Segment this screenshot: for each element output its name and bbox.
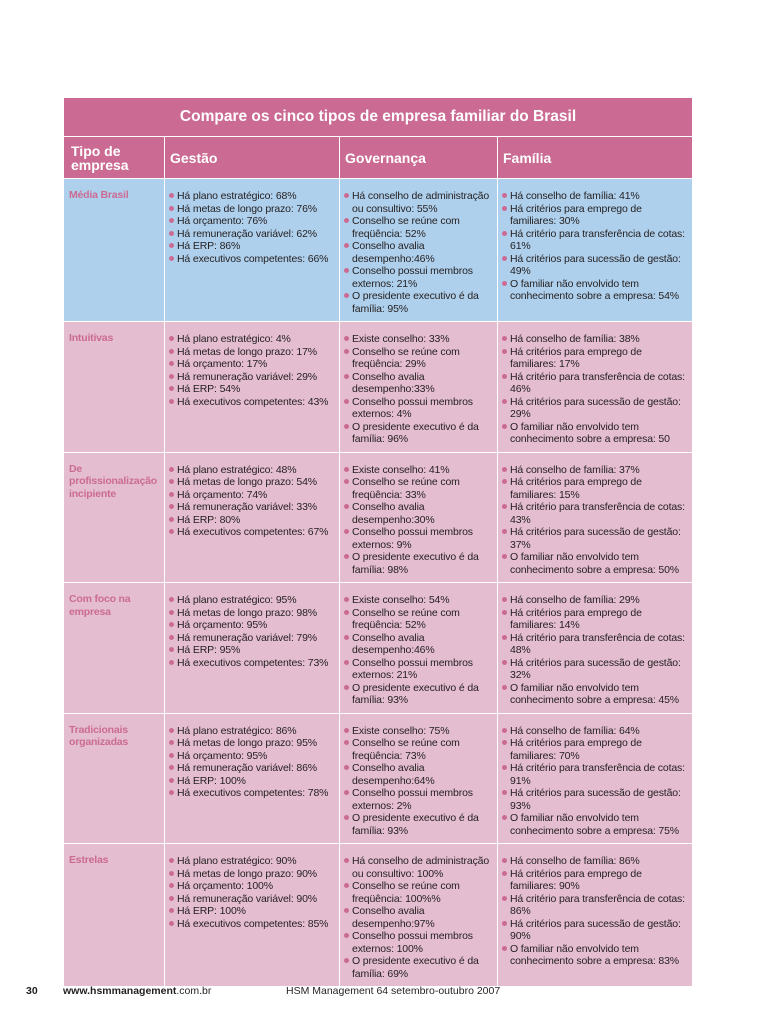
list-item: Há remuneração variável: 29% (168, 371, 337, 384)
list-item: Há conselho de família: 38% (501, 333, 690, 346)
list-item: O presidente executivo é da família: 93% (343, 682, 495, 707)
list-item: Há critérios para emprego de familiares: 70% (501, 737, 690, 762)
list-item: Há critério para transferência de cotas: 46% (501, 371, 690, 396)
cell-familia (498, 322, 693, 453)
list-item: Existe conselho: 75% (343, 725, 495, 738)
list-item: Há metas de longo prazo: 95% (168, 737, 337, 750)
list-item: Há critérios para emprego de familiares: 90% (501, 868, 690, 893)
row-type-label: De profissionalização incipiente (64, 452, 165, 583)
list-item: O familiar não envolvido tem conhecimento sobre a empresa: 45% (501, 682, 690, 707)
list-item: Conselho se reúne com freqüência: 52% (343, 607, 495, 632)
list-item: Há conselho de família: 86% (501, 855, 690, 868)
cell-governanca (340, 179, 498, 322)
list-item: O presidente executivo é da família: 95% (343, 290, 495, 315)
list-item: Existe conselho: 33% (343, 333, 495, 346)
list-item: Há critérios para emprego de familiares: 17% (501, 346, 690, 371)
list-item: Há metas de longo prazo: 17% (168, 346, 337, 359)
list-item: O familiar não envolvido tem conhecimento sobre a empresa: 54% (501, 278, 690, 303)
list-item: Há conselho de administração ou consultivo: 100% (343, 855, 495, 880)
header-tipo-line1: Tipo de (71, 142, 121, 159)
cell-familia (498, 179, 693, 322)
header-gestao: Gestão (165, 137, 340, 179)
list-item: Há remuneração variável: 79% (168, 632, 337, 645)
list-item: Há metas de longo prazo: 90% (168, 868, 337, 881)
list-item: Conselho se reúne com freqüência: 33% (343, 476, 495, 501)
cell-gestao (165, 844, 340, 987)
list-item: Conselho se reúne com freqüência: 29% (343, 346, 495, 371)
list-item: O presidente executivo é da família: 69% (343, 955, 495, 980)
cell-familia (498, 452, 693, 583)
list-item: O presidente executivo é da família: 93% (343, 812, 495, 837)
familia-list (498, 844, 692, 974)
list-item: Há remuneração variável: 62% (168, 228, 337, 241)
table-row (64, 179, 693, 322)
list-item: Há executivos competentes: 73% (168, 657, 337, 670)
list-item: Conselho possui membros externos: 21% (343, 265, 495, 290)
row-type-label: Média Brasil (64, 179, 165, 322)
list-item: Há orçamento: 95% (168, 619, 337, 632)
list-item: Há conselho de família: 64% (501, 725, 690, 738)
list-item: Há executivos competentes: 43% (168, 396, 337, 409)
list-item: Há ERP: 100% (168, 775, 337, 788)
list-item: Há conselho de família: 29% (501, 594, 690, 607)
list-item: Há critérios para emprego de familiares: 14% (501, 607, 690, 632)
cell-gestao (165, 322, 340, 453)
cell-governanca (340, 844, 498, 987)
list-item: Há critério para transferência de cotas: 61% (501, 228, 690, 253)
list-item: Conselho possui membros externos: 100% (343, 930, 495, 955)
list-item: Conselho possui membros externos: 4% (343, 396, 495, 421)
list-item: Há plano estratégico: 68% (168, 190, 337, 203)
list-item: Há plano estratégico: 90% (168, 855, 337, 868)
table-row (64, 713, 693, 844)
list-item: Conselho avalia desempenho:64% (343, 762, 495, 787)
list-item: Há critério para transferência de cotas: 86% (501, 893, 690, 918)
governanca-list (340, 844, 497, 986)
list-item: O familiar não envolvido tem conhecimento sobre a empresa: 50% (501, 551, 690, 576)
list-item: Conselho avalia desempenho:46% (343, 240, 495, 265)
governanca-list (340, 453, 497, 583)
site-url[interactable] (63, 985, 211, 997)
cell-familia (498, 583, 693, 714)
list-item: Conselho se reúne com freqüência: 100%% (343, 880, 495, 905)
list-item: Há critério para transferência de cotas: 48% (501, 632, 690, 657)
gestao-list (165, 844, 339, 936)
cell-governanca (340, 713, 498, 844)
site-url-bold: www.hsmmanagement (63, 985, 177, 997)
familia-list (498, 453, 692, 583)
list-item: Há remuneração variável: 86% (168, 762, 337, 775)
list-item: O familiar não envolvido tem conhecimento sobre a empresa: 83% (501, 943, 690, 968)
list-item: Existe conselho: 41% (343, 464, 495, 477)
cell-gestao (165, 713, 340, 844)
comparison-table (63, 97, 693, 987)
list-item: Há critérios para emprego de familiares: 15% (501, 476, 690, 501)
familia-list (498, 179, 692, 309)
list-item: Há critérios para sucessão de gestão: 29% (501, 396, 690, 421)
list-item: Há critérios para emprego de familiares: 30% (501, 203, 690, 228)
header-tipo-line2: empresa (71, 156, 129, 173)
gestao-list (165, 453, 339, 545)
list-item: Há conselho de família: 41% (501, 190, 690, 203)
cell-gestao (165, 452, 340, 583)
list-item: Há metas de longo prazo: 54% (168, 476, 337, 489)
table-title: Compare os cinco tipos de empresa familiar do Brasil (64, 98, 693, 137)
list-item: Há critérios para sucessão de gestão: 32% (501, 657, 690, 682)
list-item: Há plano estratégico: 86% (168, 725, 337, 738)
table-row (64, 452, 693, 583)
list-item: Há metas de longo prazo: 98% (168, 607, 337, 620)
list-item: Há ERP: 80% (168, 514, 337, 527)
table-row (64, 583, 693, 714)
list-item: Há ERP: 54% (168, 383, 337, 396)
list-item: Há conselho de família: 37% (501, 464, 690, 477)
publication-info: HSM Management 64 setembro-outubro 2007 (286, 985, 501, 997)
list-item: Há critério para transferência de cotas: 91% (501, 762, 690, 787)
list-item: Conselho avalia desempenho:30% (343, 501, 495, 526)
list-item: Há executivos competentes: 78% (168, 787, 337, 800)
familia-list (498, 583, 692, 713)
list-item: Conselho possui membros externos: 2% (343, 787, 495, 812)
list-item: O presidente executivo é da família: 98% (343, 551, 495, 576)
list-item: Conselho se reúne com freqüência: 73% (343, 737, 495, 762)
gestao-list (165, 179, 339, 271)
list-item: Conselho possui membros externos: 9% (343, 526, 495, 551)
row-type-label: Estrelas (64, 844, 165, 987)
list-item: Há orçamento: 76% (168, 215, 337, 228)
cell-governanca (340, 583, 498, 714)
list-item: Há plano estratégico: 48% (168, 464, 337, 477)
list-item: Há plano estratégico: 4% (168, 333, 337, 346)
list-item: Há conselho de administração ou consultivo: 55% (343, 190, 495, 215)
list-item: Há critérios para sucessão de gestão: 49% (501, 253, 690, 278)
governanca-list (340, 322, 497, 452)
list-item: Há ERP: 86% (168, 240, 337, 253)
table-row (64, 322, 693, 453)
list-item: Há executivos competentes: 85% (168, 918, 337, 931)
list-item: Há orçamento: 17% (168, 358, 337, 371)
list-item: Há executivos competentes: 66% (168, 253, 337, 266)
gestao-list (165, 322, 339, 414)
list-item: Há orçamento: 95% (168, 750, 337, 763)
list-item: Conselho avalia desempenho:46% (343, 632, 495, 657)
list-item: Conselho se reúne com freqüência: 52% (343, 215, 495, 240)
row-type-label: Com foco na empresa (64, 583, 165, 714)
list-item: O familiar não envolvido tem conhecimento sobre a empresa: 75% (501, 812, 690, 837)
familia-list (498, 322, 692, 452)
familia-list (498, 714, 692, 844)
governanca-list (340, 583, 497, 713)
list-item: Conselho avalia desempenho:97% (343, 905, 495, 930)
list-item: Há remuneração variável: 33% (168, 501, 337, 514)
row-type-label: Intuitivas (64, 322, 165, 453)
governanca-list (340, 714, 497, 844)
gestao-list (165, 714, 339, 806)
list-item: Há critérios para sucessão de gestão: 37% (501, 526, 690, 551)
site-url-rest: .com.br (176, 985, 212, 997)
table-body (64, 179, 693, 987)
cell-governanca (340, 452, 498, 583)
list-item: Há critérios para sucessão de gestão: 90% (501, 918, 690, 943)
governanca-list (340, 179, 497, 321)
list-item: Há executivos competentes: 67% (168, 526, 337, 539)
header-familia: Família (498, 137, 693, 179)
list-item: Há ERP: 100% (168, 905, 337, 918)
list-item: Há plano estratégico: 95% (168, 594, 337, 607)
cell-familia (498, 713, 693, 844)
table-row (64, 844, 693, 987)
list-item: Há critérios para sucessão de gestão: 93% (501, 787, 690, 812)
list-item: O familiar não envolvido tem conhecimento sobre a empresa: 50 (501, 421, 690, 446)
list-item: Há metas de longo prazo: 76% (168, 203, 337, 216)
list-item: Há critério para transferência de cotas: 43% (501, 501, 690, 526)
gestao-list (165, 583, 339, 675)
list-item: Conselho avalia desempenho:33% (343, 371, 495, 396)
cell-gestao (165, 583, 340, 714)
cell-gestao (165, 179, 340, 322)
header-governanca: Governança (340, 137, 498, 179)
list-item: Existe conselho: 54% (343, 594, 495, 607)
list-item: Há orçamento: 74% (168, 489, 337, 502)
page-number: 30 (26, 985, 38, 997)
list-item: Há orçamento: 100% (168, 880, 337, 893)
cell-familia (498, 844, 693, 987)
list-item: Há ERP: 95% (168, 644, 337, 657)
header-tipo-empresa (64, 137, 165, 179)
cell-governanca (340, 322, 498, 453)
list-item: Conselho possui membros externos: 21% (343, 657, 495, 682)
list-item: Há remuneração variável: 90% (168, 893, 337, 906)
list-item: O presidente executivo é da família: 96% (343, 421, 495, 446)
row-type-label: Tradicionais organizadas (64, 713, 165, 844)
